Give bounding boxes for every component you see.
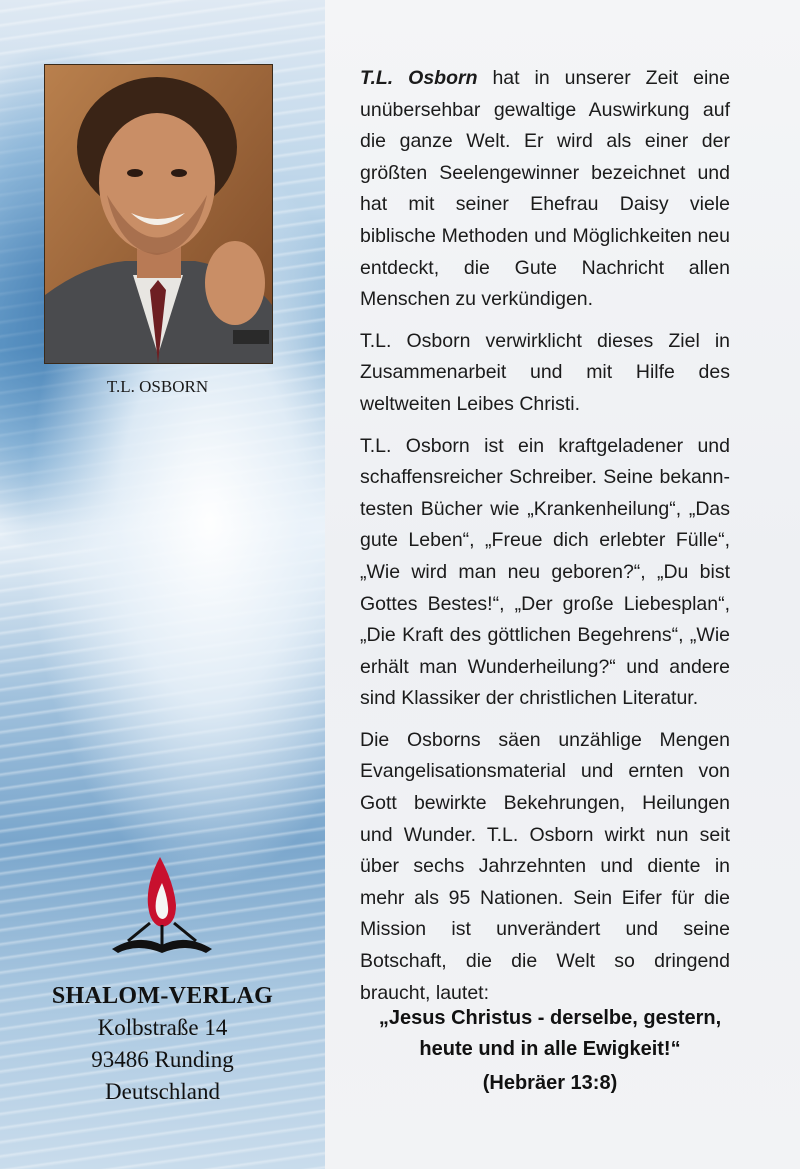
publisher-city: 93486 Runding (91, 1047, 234, 1072)
paragraph-mission: T.L. Osborn verwirklicht dieses Ziel in Zusammenarbeit und mit Hilfe des weltweiten Leibes Christi. (360, 329, 730, 415)
biography-text (360, 63, 730, 1019)
author-portrait (44, 64, 273, 364)
bible-reference: (Hebräer 13:8) (482, 1072, 618, 1094)
wave-background-panel (0, 0, 325, 1169)
publisher-country: Deutschland (105, 1079, 220, 1104)
flame-book-logo-icon (108, 853, 216, 957)
paragraph-ministry: Die Osborns säen unzählige Mengen Evangelisationsmaterial und ernten von Gott bewirkte Bekehrungen, Heilungen und Wunder. T.L. Osborn wirkt nun seit über sechs Jahrzehnten und diente in mehr als 95 Nationen. Sein Eifer für die Mission ist unverändert und seine Botschaft, die die Welt so dringend braucht, lautet: (360, 728, 730, 1004)
bible-quote (350, 1003, 750, 1065)
paragraph-books: T.L. Osborn ist ein kraftgeladener und schaffensreicher Schreiber. Seine bekanntesten Bücher wie „Krankenheilung“, „Das gute Leben“, „Freue dich erlebter Fülle“, „Wie wird man neu geboren?“, „Du bist Gottes Bestes!“, „Der große Liebesplan“, „Die Kraft des göttlichen Begehrens“, „Wie erhält man Wunderheilung?“ und andere sind Klassiker der christlichen Literatur. (360, 434, 730, 710)
publisher-name: SHALOM-VERLAG (51, 983, 274, 1009)
paragraph-intro-text: hat in unserer Zeit eine unübersehbar gewaltige Auswirkung auf die ganze Welt. Er wird als einer der größten Seelengewinner bezeichnet und hat mit seiner Ehefrau Daisy viele biblische Methoden und Möglichkeiten neu entdeckt, die Gute Nachricht allen Menschen zu verkündigen. (360, 67, 730, 311)
publisher-address (0, 980, 325, 1108)
author-name: T.L. Osborn (360, 67, 478, 89)
quote-line-1: „Jesus Christus - derselbe, gestern, (378, 1007, 722, 1029)
publisher-street: Kolbstraße 14 (97, 1015, 228, 1040)
paragraph-intro (360, 63, 730, 316)
quote-line-2: heute und in alle Ewigkeit!“ (419, 1038, 681, 1060)
portrait-caption: T.L. OSBORN (106, 377, 209, 396)
